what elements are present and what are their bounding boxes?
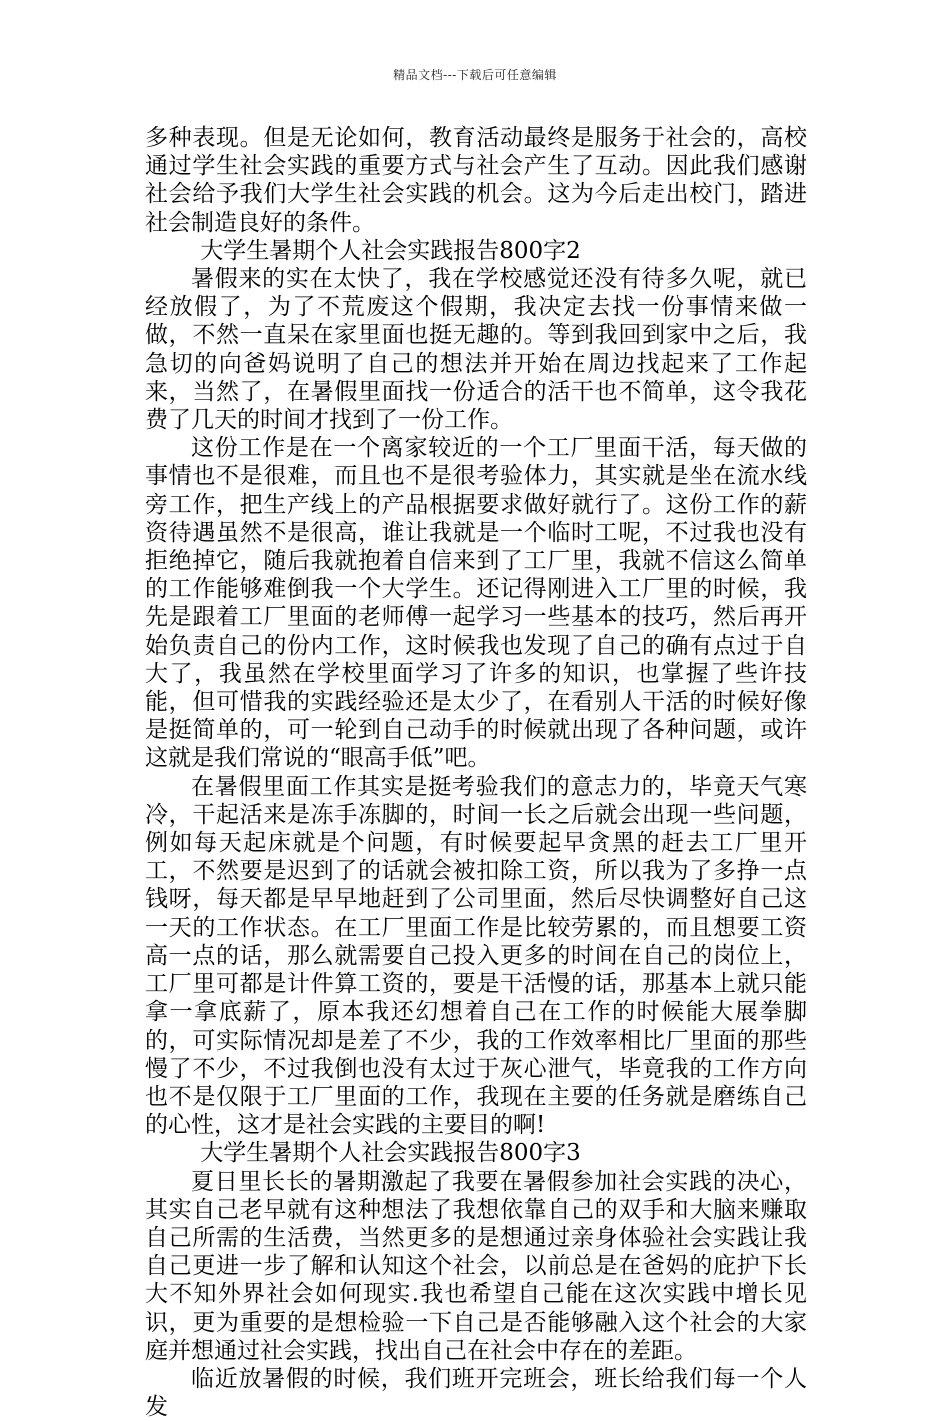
page-header: 精品文档---下载后可任意编辑 — [393, 68, 557, 82]
paragraph: 夏日里长长的暑期激起了我要在暑假参加社会实践的决心，其实自己老早就有这种想法了我想依靠自己的双手和大脑来赚取自己所需的生活费，当然更多的是想通过亲身体验社会实践让我自己更进一步了解和认知这个社会，以前总是在爸妈的庇护下长大不知外界社会如何现实.我也希望自己能在这次实践中增长见识，更为重要的是想检验一下自己是否能够融入这个社会的大家庭并想通过社会实践，找出自己在社会中存在的差距。 — [145, 1168, 807, 1364]
paragraph: 临近放暑假的时候，我们班开完班会，班长给我们每一个人发 — [145, 1365, 807, 1421]
document-body — [145, 124, 807, 1421]
section-heading-2: 大学生暑期个人社会实践报告800字2 — [200, 237, 581, 264]
paragraph-continuation: 多种表现。但是无论如何，教育活动最终是服务于社会的，高校通过学生社会实践的重要方式与社会产生了互动。因此我们感谢社会给予我们大学生社会实践的机会。这为今后走出校门，踏进社会制造良好的条件。 — [145, 125, 807, 236]
paragraph: 这份工作是在一个离家较近的一个工厂里面干活，每天做的事情也不是很难，而且也不是很考验体力，其实就是坐在流水线旁工作，把生产线上的产品根据要求做好就行了。这份工作的薪资待遇虽然不是很高，谁让我就是一个临时工呢，不过我也没有拒绝掉它，随后我就抱着自信来到了工厂里，我就不信这么简单的工作能够难倒我一个大学生。还记得刚进入工厂里的时候，我先是跟着工厂里面的老师傅一起学习一些基本的技巧，然后再开始负责自己的份内工作，这时候我也发现了自己的确有点过于自大了，我虽然在学校里面学习了许多的知识，也掌握了些许技能，但可惜我的实践经验还是太少了，在看别人干活的时候好像是挺简单的，可一轮到自己动手的时候就出现了各种问题，或许这就是我们常说的“眼高手低”吧。 — [145, 435, 807, 772]
paragraph: 在暑假里面工作其实是挺考验我们的意志力的，毕竟天气寒冷，干起活来是冻手冻脚的，时间一长之后就会出现一些问题，例如每天起床就是个问题，有时候要起早贪黑的赶去工厂里开工，不然要是迟到了的话就会被扣除工资，所以我为了多挣一点钱呀，每天都是早早地赶到了公司里面，然后尽快调整好自己这一天的工作状态。在工厂里面工作是比较劳累的，而且想要工资高一点的话，那么就需要自己投入更多的时间在自己的岗位上，工厂里可都是计件算工资的，要是干活慢的话，那基本上就只能拿一拿底薪了，原本我还幻想着自己在工作的时候能大展拳脚的，可实际情况却是差了不少，我的工作效率相比厂里面的那些慢了不少，不过我倒也没有太过于灰心泄气，毕竟我的工作方向也不是仅限于工厂里面的工作，我现在主要的任务就是磨练自己的心性，这才是社会实践的主要目的啊! — [145, 773, 807, 1139]
paragraph: 暑假来的实在太快了，我在学校感觉还没有待多久呢，就已经放假了，为了不荒废这个假期，我决定去找一份事情来做一做，不然一直呆在家里面也挺无趣的。等到我回到家中之后，我急切的向爸妈说明了自己的想法并开始在周边找起来了工作起来，当然了，在暑假里面找一份适合的活干也不简单，这令我花费了几天的时间才找到了一份工作。 — [145, 266, 807, 434]
section-heading-3: 大学生暑期个人社会实践报告800字3 — [200, 1140, 581, 1167]
